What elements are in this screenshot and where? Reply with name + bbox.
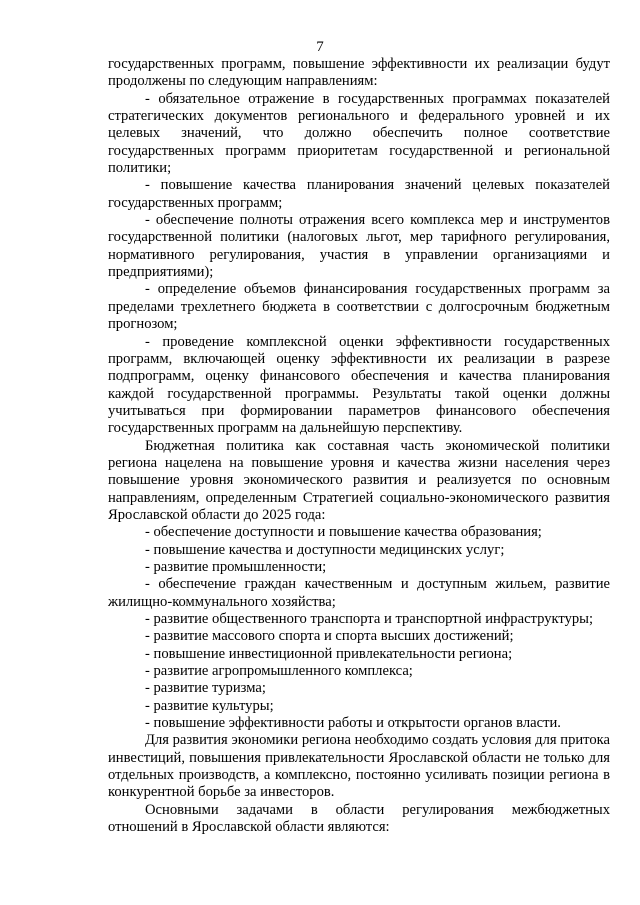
document-body [108, 56, 610, 836]
paragraph: - развитие агропромышленного комплекса; [145, 663, 413, 680]
paragraph: - проведение комплексной оценки эффективности государственных программ, включающей оценку эффективности их реализации в разрезе подпрограмм, оценку финансового обеспечения и качества планирования каждой государственной программы. Результаты такой оценки должны учитываться при формировании параметров финансового обеспечения государственных программ на дальнейшую перспективу. [108, 333, 610, 437]
paragraph: - развитие массового спорта и спорта высших достижений; [145, 628, 514, 645]
paragraph: - повышение качества и доступности медицинских услуг; [145, 541, 505, 558]
paragraph: - развитие общественного транспорта и транспортной инфраструктуры; [145, 611, 594, 627]
paragraph: - развитие культуры; [145, 697, 274, 714]
paragraph: - повышение эффективности работы и открытости органов власти. [145, 715, 561, 732]
paragraph: - определение объемов финансирования государственных программ за пределами трехлетнего бюджета в соответствии с долгосрочным бюджетным прогнозом; [108, 281, 610, 333]
paragraph: - развитие промышленности; [145, 558, 327, 575]
paragraph: - развитие туризма; [145, 680, 266, 697]
paragraph: - обеспечение граждан качественным и доступным жильем, развитие жилищно-коммунального хозяйства; [108, 576, 610, 610]
page-number: 7 [316, 39, 324, 55]
paragraph: - обязательное отражение в государственных программах показателей стратегических документов регионального и федерального уровней и их целевых значений, что должно обеспечить полное соответствие государственных программ приоритетам государственной и региональной политики; [108, 90, 610, 177]
paragraph: Основными задачами в области регулирования межбюджетных отношений в Ярославской области являются: [108, 801, 610, 836]
paragraph: Для развития экономики региона необходимо создать условия для притока инвестиций, повышения привлекательности Ярославской области не только для отдельных производств, а комплексно, постоянно усиливать позиции региона в конкурентной борьбе за инвесторов. [108, 732, 610, 801]
paragraph: Бюджетная политика как составная часть экономической политики региона нацелена на повышение уровня и качества жизни населения через повышение уровня экономического развития и реализуется по основным направлениям, определенным Стратегией социально-экономического развития Ярославской области до 2025 года: [108, 437, 610, 523]
paragraph: - обеспечение доступности и повышение качества образования; [145, 524, 542, 541]
paragraph: - обеспечение полноты отражения всего комплекса мер и инструментов государственной политики (налоговых льгот, мер тарифного регулирования, нормативного регулирования, участия в управлении организациями и предприятиями); [108, 212, 610, 281]
paragraph: - повышение качества планирования значений целевых показателей государственных программ; [108, 177, 610, 211]
paragraph: - повышение инвестиционной привлекательности региона; [145, 645, 513, 662]
paragraph: государственных программ, повышение эффективности их реализации будут продолжены по следующим направлениям: [108, 56, 610, 90]
